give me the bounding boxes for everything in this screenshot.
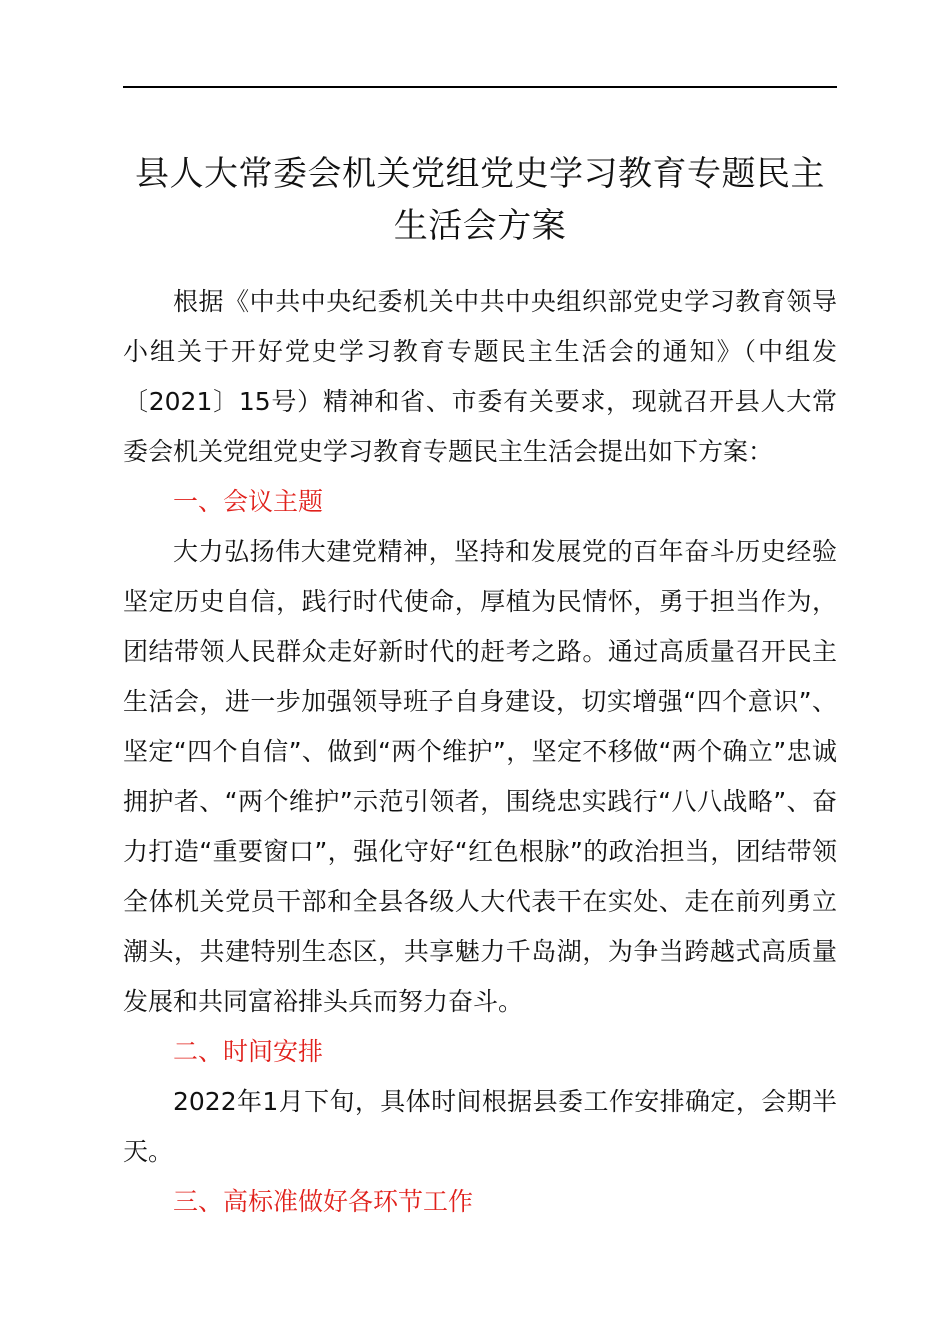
- title-line-1: 县人大常委会机关党组党史学习教育专题民主: [135, 154, 825, 194]
- section-heading-work: 三、高标准做好各环节工作: [173, 1187, 474, 1216]
- document-body: [123, 277, 837, 1227]
- title-line-2: 生活会方案: [393, 206, 567, 246]
- document-title: [123, 148, 837, 252]
- intro-paragraph: 根据《中共中央纪委机关中共中央组织部党史学习教育领导小组关于开好党史学习教育专题民主生活会的通知》（中组发〔2021〕15号）精神和省、市委有关要求，现就召开县人大常委会机关党组党史学习教育专题民主生活会提出如下方案：: [123, 287, 837, 466]
- section-heading-meeting-theme: 一、会议主题: [173, 487, 324, 516]
- header-rule: [123, 86, 837, 88]
- meeting-theme-paragraph: 大力弘扬伟大建党精神，坚持和发展党的百年奋斗历史经验坚定历史自信，践行时代使命，厚植为民情怀，勇于担当作为，团结带领人民群众走好新时代的赶考之路。通过高质量召开民主生活会，进一步加强领导班子自身建设，切实增强“四个意识”、坚定“四个自信”、做到“两个维护”，坚定不移做“两个确立”忠诚拥护者、“两个维护”示范引领者，围绕忠实践行“八八战略”、奋力打造“重要窗口”，强化守好“红色根脉”的政治担当，团结带领全体机关党员干部和全县各级人大代表干在实处、走在前列勇立潮头，共建特别生态区，共享魅力千岛湖，为争当跨越式高质量发展和共同富裕排头兵而努力奋斗。: [123, 537, 837, 1016]
- schedule-paragraph: 2022年1月下旬，具体时间根据县委工作安排确定，会期半天。: [123, 1087, 837, 1166]
- section-heading-schedule: 二、时间安排: [173, 1037, 324, 1066]
